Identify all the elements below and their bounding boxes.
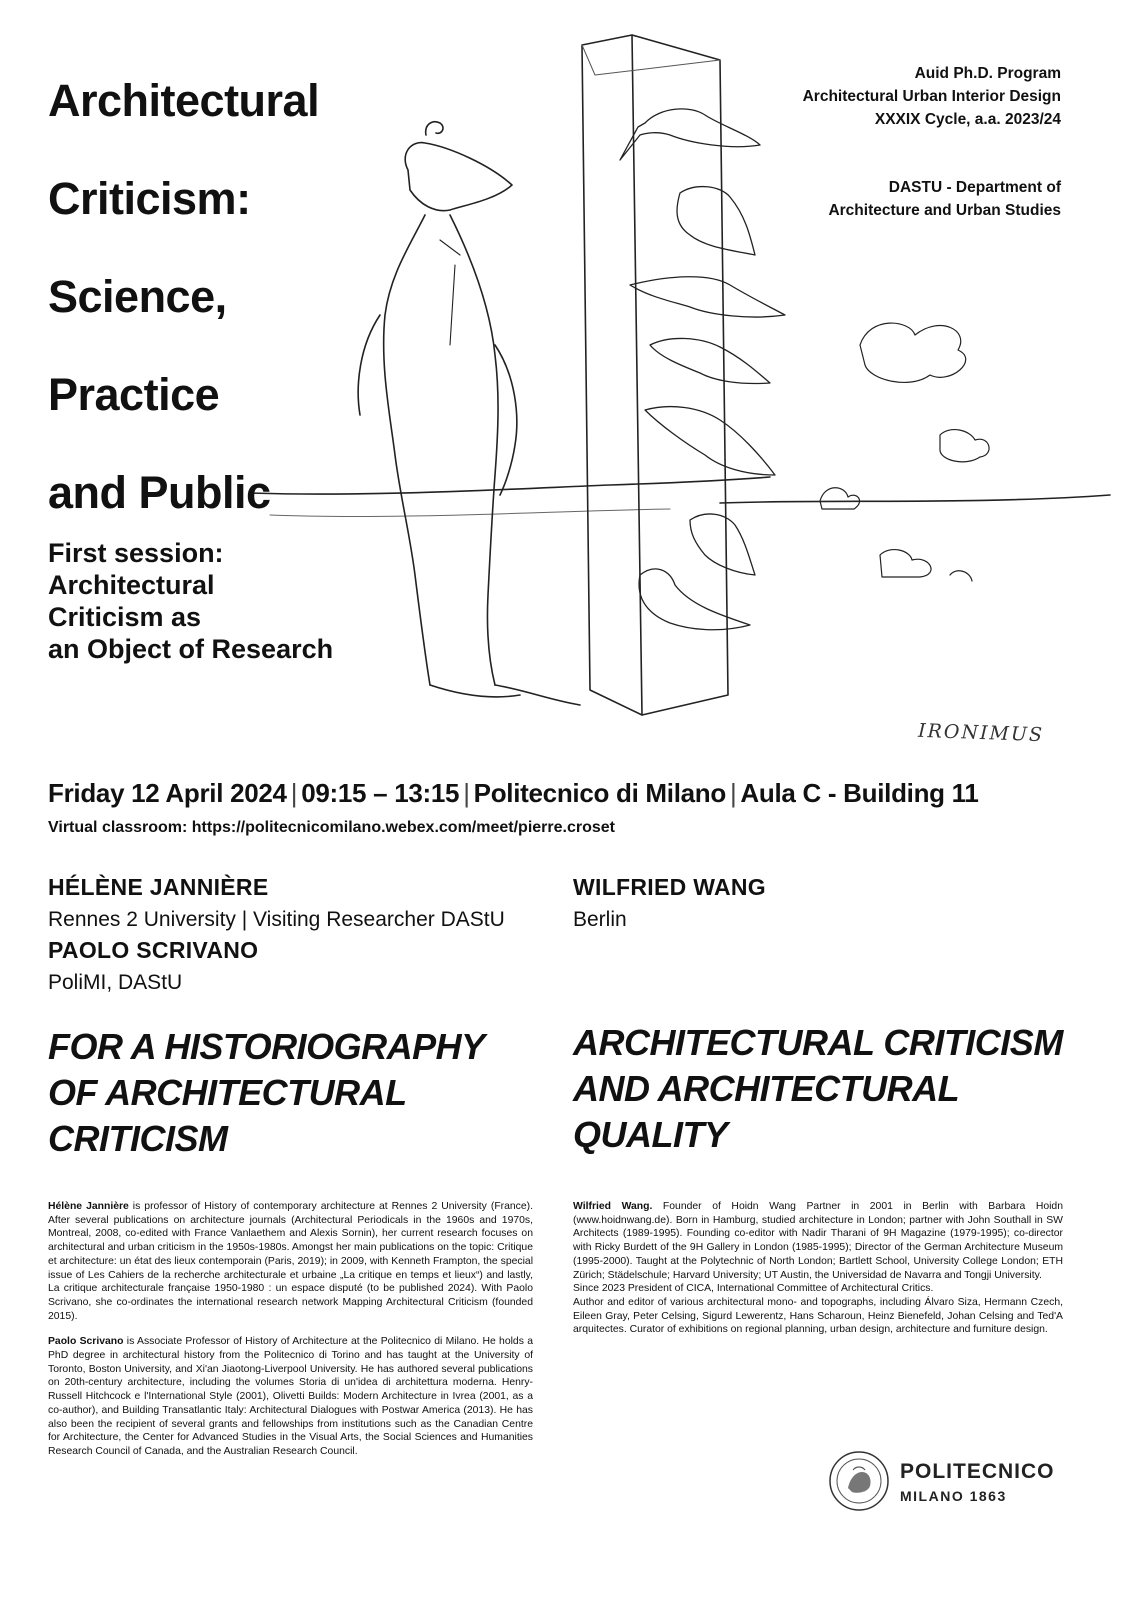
program-line-2: Architectural Urban Interior Design <box>802 88 1061 105</box>
department-line-2: Architecture and Urban Studies <box>828 202 1061 219</box>
title-line-4: Practice <box>48 369 220 420</box>
title-line-5: and Public <box>48 467 271 518</box>
event-date: Friday 12 April 2024 <box>48 778 287 808</box>
bio-wang-cica: Since 2023 President of CICA, International Committee of Architectural Critics. <box>573 1283 934 1295</box>
speaker-name-janniere: HÉLÈNE JANNIÈRE <box>48 874 269 900</box>
bio-text-janniere: is professor of History of contemporary architecture at Rennes 2 University (France). After several publications on architecture journals (Architectural Periodicals in the 1960s and 1970s, Montreal, 2008, co-edited with France Vanlaethem and Alexis Sornin), her current research focuses on architectural and urban criticism in the 1950s-1980s. Amongst her main publications on the topic: Critique et architecture: un état des lieux contemporain (Paris, 2019); in 2009, with Kenneth Frampton, the special issue of Les Cahiers de la recherche architecturale et urbaine „La critique en temps et lieux“) and lastly, La critique architecturale française 1950-1980 : un espace disputé (to be published 2024). With Paolo Scrivano, she co-ordinates the international research network Mapping Architectural Criticism (founded 2015). <box>48 1201 534 1322</box>
session-subtitle <box>48 537 408 665</box>
talk-right-line-1: ARCHITECTURAL CRITICISM <box>573 1022 1063 1063</box>
talk-left-line-2: OF ARCHITECTURAL <box>48 1072 407 1113</box>
title-line-3: Science, <box>48 271 227 322</box>
bio-name-wang: Wilfried Wang. <box>573 1201 653 1212</box>
talk-left-line-1: FOR A HISTORIOGRAPHY <box>48 1026 485 1067</box>
separator: | <box>463 778 470 808</box>
separator: | <box>290 778 298 808</box>
speaker-name-scrivano: PAOLO SCRIVANO <box>48 937 259 963</box>
speaker-name-wang: WILFRIED WANG <box>573 874 766 900</box>
speaker-affiliation-scrivano: PoliMI, DAStU <box>48 971 183 994</box>
bio-name-scrivano: Paolo Scrivano <box>48 1336 124 1348</box>
virtual-classroom-link[interactable]: Virtual classroom: https://politecnicomilano.webex.com/meet/pierre.croset <box>48 819 615 836</box>
bio-wang-publications: Author and editor of various architectural mono- and topographs, including Álvaro Siza, Hermann Czech, Eileen Gray, Peter Celsing, Sigurd Lewerentz, Hans Scharoun, Heinz Bienefeld, Johan Celsing and Ted'A arquitectes. Curator of exhibitions on regional planning, urban design, architecture and furniture design. <box>573 1296 1063 1336</box>
bio-right-column <box>573 1200 1063 1337</box>
bio-name-janniere: Hélène Jannière <box>48 1201 129 1212</box>
logo-name: POLITECNICO <box>900 1460 1055 1483</box>
title-line-1: Architectural <box>48 75 320 126</box>
bio-left-column <box>48 1200 533 1471</box>
speaker-affiliation-janniere: Rennes 2 University | Visiting Researcher DAStU <box>48 908 505 931</box>
session-line-3: Criticism as <box>48 602 202 632</box>
talk-title-right <box>573 1020 1073 1158</box>
event-details <box>48 778 979 809</box>
artist-signature: IRONIMUS <box>917 719 1045 747</box>
session-line-4: an Object of Research <box>48 634 334 664</box>
bio-text-wang: Founder of Hoidn Wang Partner in 2001 in Berlin with Barbara Hoidn (www.hoidnwang.de). Born in Hamburg, studied architecture in London; partner with John Southall in SW Architects (1989-1995). Founding co-editor with Nadir Tharani of 9H Magazine (1979-1995); co-director with Ricky Burdett of the 9H Gallery in London (1985-1995); Director of the German Architecture Museum (1995-2000). Taught at the Polytechnic of North London; Bartlett School, University College London; ETH Zürich; Städelschule; Harvard University; UT Austin, the Universidad de Navarra and Tongji University. <box>573 1201 1063 1281</box>
department-line-1: DASTU - Department of <box>888 179 1061 196</box>
session-line-1: First session: <box>48 538 224 568</box>
bio-text-scrivano: is Associate Professor of History of Architecture at the Politecnico di Milano. He holds a PhD degree in architectural history from the Politecnico di Torino and has taught at the University of Toronto, Boston University, and Xi'an Jiaotong-Liverpool University. He has authored several publications on 20th-century architecture, including the volumes Storia di un'idea di architettura moderna. Henry-Russell Hitchcock e l'International Style (2001), Olivetti Builds: Modern Architecture in Ivrea (2001, as a co-author), and Building Transatlantic Italy: Architectural Dialogues with Postwar America (2013). He has also been the recipient of several grants and fellowships from institutions such as the Canadian Centre for Architecture, the Center for Advanced Studies in the Visual Arts, the Social Sciences and Humanities Research Council of Canada, and the Australian Research Council. <box>48 1336 533 1457</box>
title-line-2: Criticism: <box>48 173 251 224</box>
page-title <box>48 52 468 542</box>
program-line-1: Auid Ph.D. Program <box>914 65 1061 82</box>
program-info <box>803 62 1061 131</box>
bio-wang <box>573 1200 1063 1282</box>
talk-right-line-3: QUALITY <box>573 1114 728 1155</box>
session-line-2: Architectural <box>48 570 215 600</box>
seal-icon <box>828 1450 890 1512</box>
politecnico-logo <box>828 1450 1068 1530</box>
event-room: Aula C - Building 11 <box>740 778 979 808</box>
bio-janniere <box>48 1200 533 1323</box>
program-line-3: XXXIX Cycle, a.a. 2023/24 <box>874 111 1061 128</box>
bio-scrivano <box>48 1335 533 1458</box>
logo-subtitle: MILANO 1863 <box>900 1488 1007 1504</box>
event-venue: Politecnico di Milano <box>473 778 726 808</box>
speaker-affiliation-wang: Berlin <box>573 908 627 931</box>
separator: | <box>729 778 737 808</box>
talk-left-line-3: CRITICISM <box>48 1118 228 1159</box>
department-info <box>828 176 1061 222</box>
event-time: 09:15 – 13:15 <box>301 778 460 808</box>
talk-right-line-2: AND ARCHITECTURAL <box>573 1068 960 1109</box>
talk-title-left <box>48 1024 548 1162</box>
